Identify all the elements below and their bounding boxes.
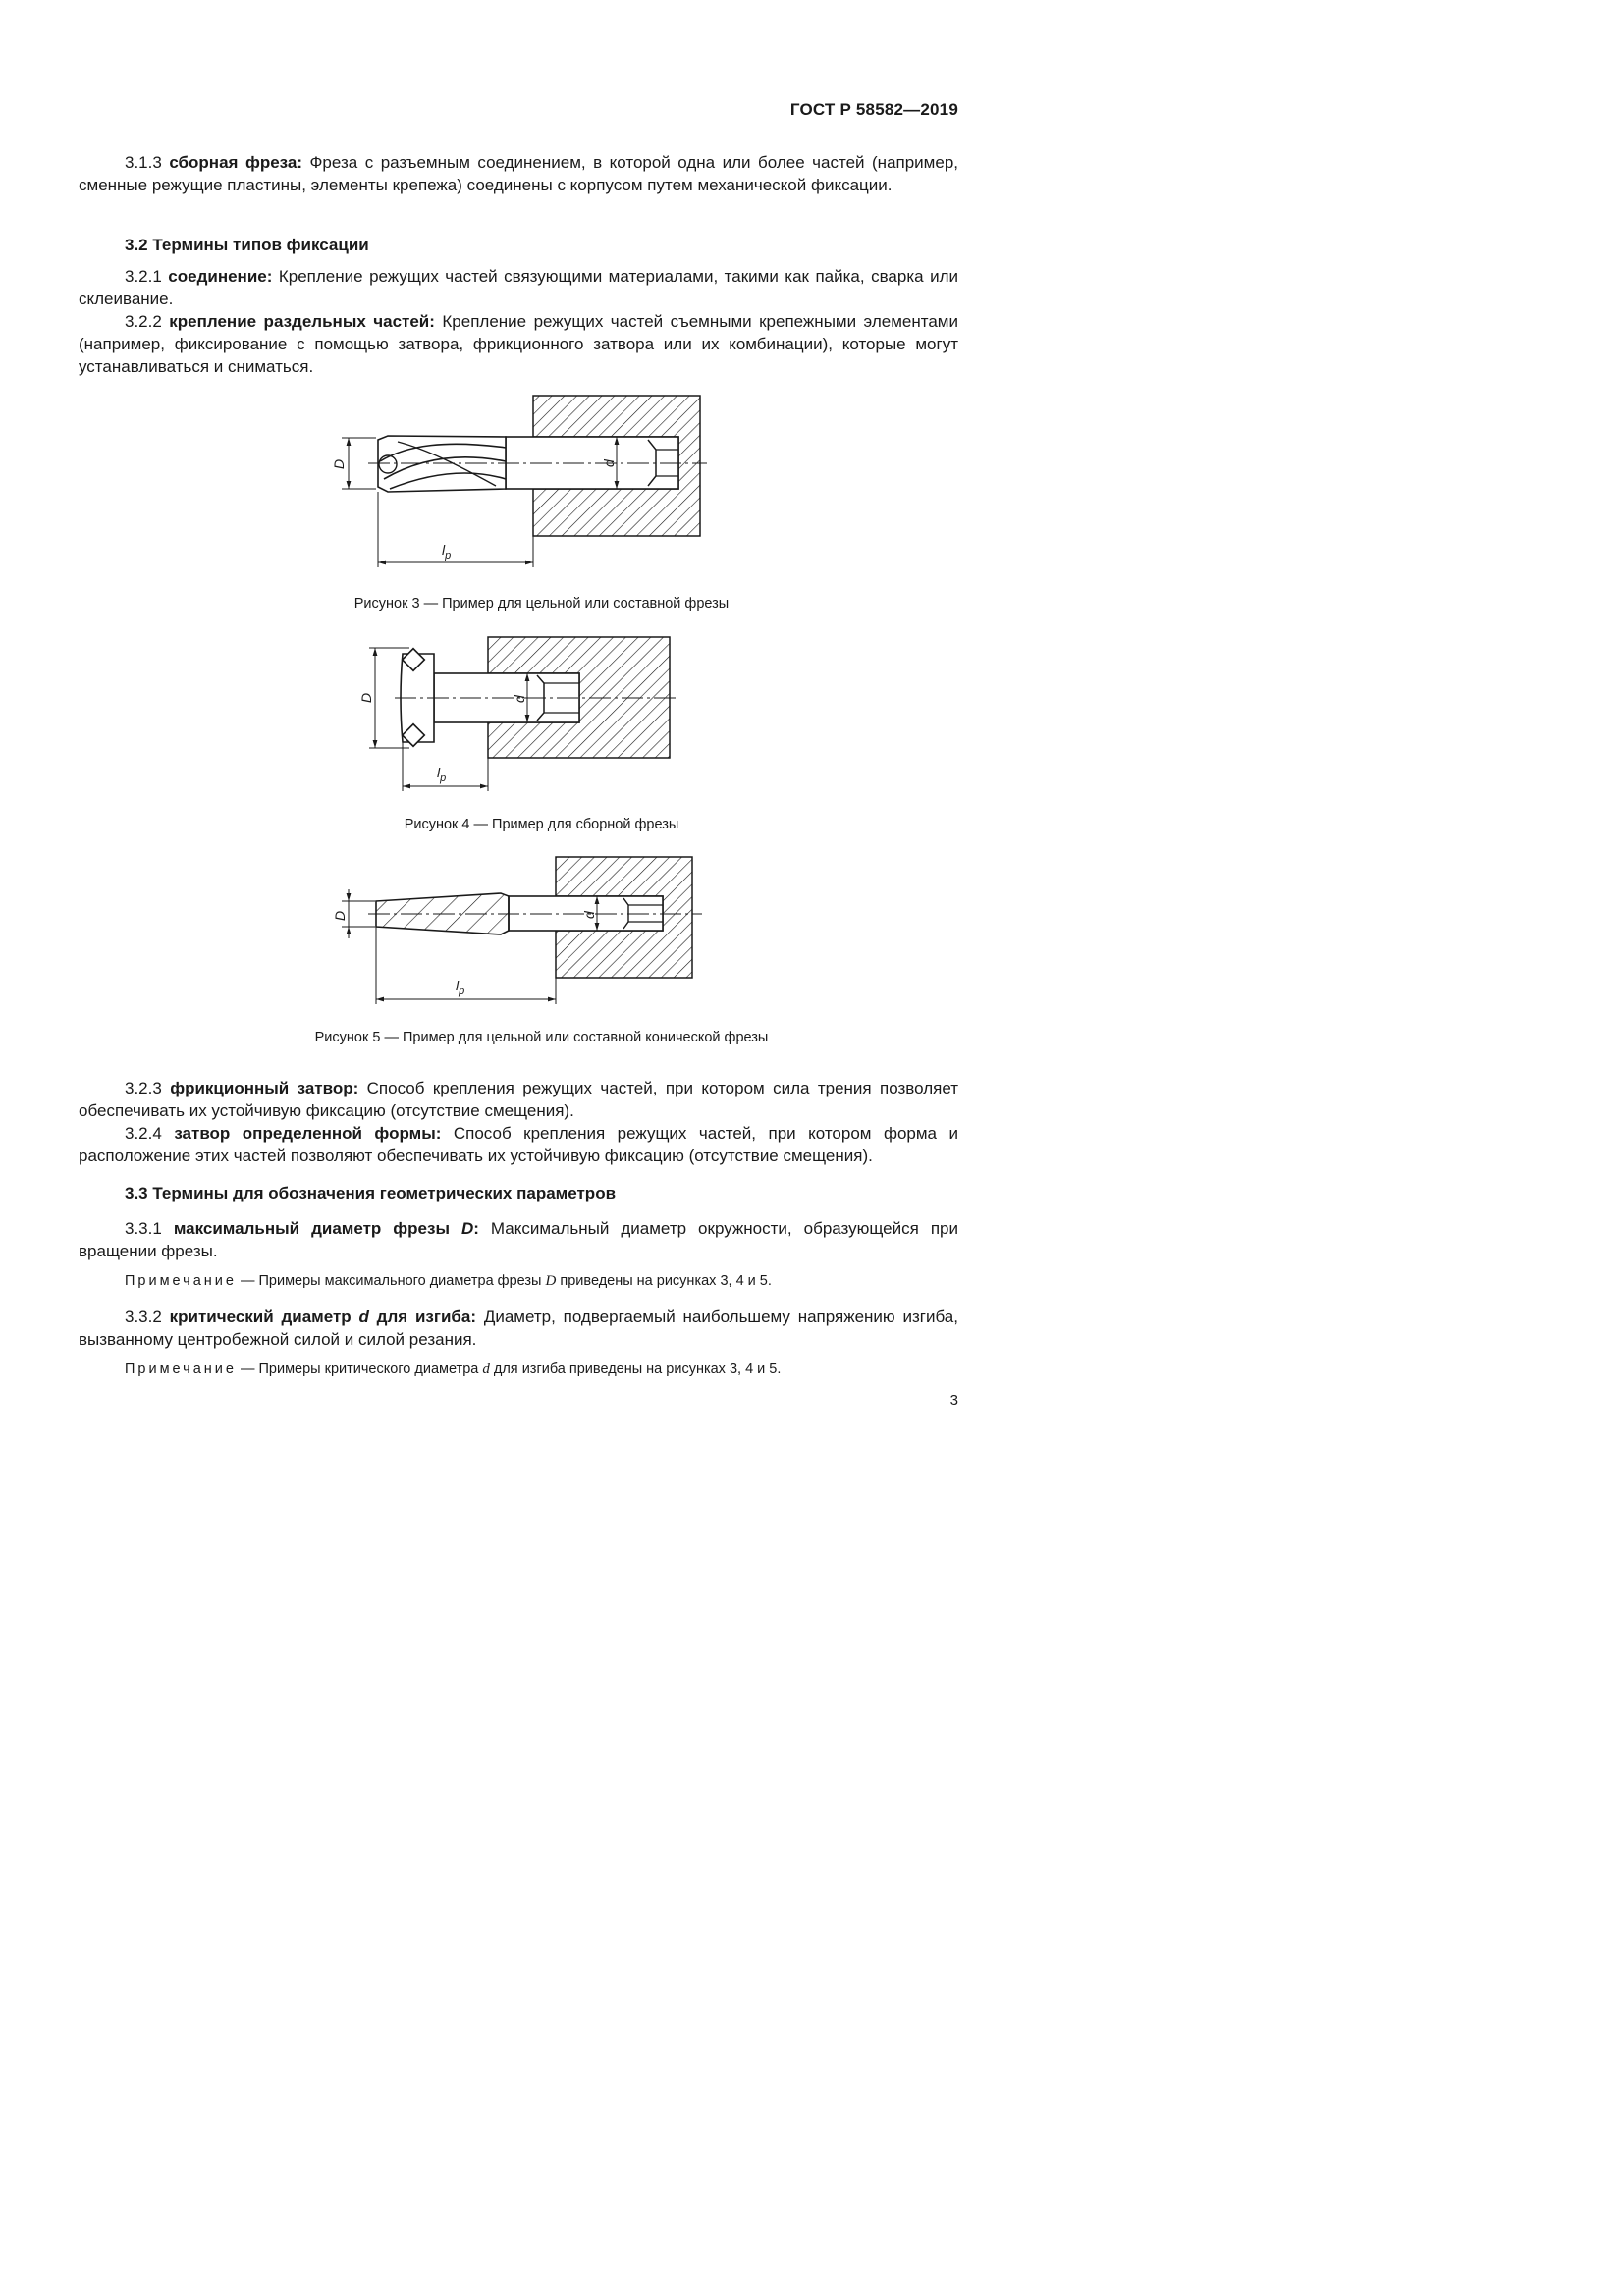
clause-number: 3.3.1 xyxy=(125,1219,162,1238)
page-number: 3 xyxy=(949,1392,958,1409)
paragraph-3-2-2 xyxy=(79,310,958,378)
definition: Способ крепления режущих частей, при котором сила трения позволяет обеспечивать их устойчивую фиксацию (отсутствие смещения). xyxy=(79,1079,959,1120)
term: крепление раздельных частей: xyxy=(169,312,435,331)
label-D: D xyxy=(331,458,347,469)
term: сборная фреза: xyxy=(169,153,303,172)
clause-number: 3.2.1 xyxy=(125,267,162,286)
paragraph-3-1-3 xyxy=(79,151,958,196)
label-lp: $l_p$ xyxy=(456,978,465,997)
paragraph-3-2-4 xyxy=(79,1122,958,1167)
note-1: Примечание — Примеры максимального диаметра фрезы D приведены на рисунках 3, 4 и 5. xyxy=(125,1273,772,1289)
term: максимальный диаметр фрезы D: xyxy=(173,1219,479,1238)
paragraph-3-3-1 xyxy=(79,1217,958,1262)
paragraph-3-2-1 xyxy=(79,265,958,310)
figure-3-drawing xyxy=(319,391,712,572)
definition: Способ крепления режущих частей, при котором форма и расположение этих частей позволяют обеспечивать их устойчивую фиксацию (отсутствие смещения). xyxy=(79,1124,958,1165)
figure-4-drawing xyxy=(355,632,689,794)
term: фрикционный затвор: xyxy=(170,1079,359,1097)
paragraph-3-3-2 xyxy=(79,1306,958,1351)
definition: Крепление режущих частей съемными крепежными элементами (например, фиксирование с помощью затвора, фрикционного затвора или их комбинации), которые могут устанавливаться и сниматься. xyxy=(79,312,958,376)
label-D: D xyxy=(332,910,348,921)
document-page xyxy=(0,0,1083,1530)
clause-number: 3.2.2 xyxy=(125,312,162,331)
term: затвор определенной формы: xyxy=(174,1124,442,1143)
definition: Диаметр, подвергаемый наибольшему напряжению изгиба, вызванному центробежной силой и силой резания. xyxy=(79,1308,958,1349)
clause-number: 3.2.3 xyxy=(125,1079,162,1097)
definition: Фреза с разъемным соединением, в которой одна или более частей (например, сменные режущие пластины, элементы крепежа) соединены с корпусом путем механической фиксации. xyxy=(79,153,958,194)
clause-number: 3.2.4 xyxy=(125,1124,162,1143)
paragraph-3-2-3 xyxy=(79,1077,958,1122)
term: критический диаметр d для изгиба: xyxy=(169,1308,477,1326)
note-label: Примечание xyxy=(125,1273,237,1289)
label-d: d xyxy=(601,459,617,467)
clause-number: 3.3.2 xyxy=(125,1308,162,1326)
definition: Крепление режущих частей связующими материалами, такими как пайка, сварка или склеивание. xyxy=(79,267,958,308)
term: соединение: xyxy=(168,267,273,286)
clause-number: 3.1.3 xyxy=(125,153,162,172)
figure-3-caption: Рисунок 3 — Пример для цельной или составной фрезы xyxy=(353,596,730,612)
label-lp: $l_p$ xyxy=(442,542,452,561)
label-d: d xyxy=(512,695,527,703)
note-label: Примечание xyxy=(125,1362,237,1377)
label-lp: $l_p$ xyxy=(437,765,447,784)
figure-5-caption: Рисунок 5 — Пример для цельной или составной конической фрезы xyxy=(314,1030,769,1045)
figure-5-drawing xyxy=(324,852,707,1007)
figure-4-caption: Рисунок 4 — Пример для сборной фрезы xyxy=(404,817,679,832)
section-heading-3-2: 3.2 Термины типов фиксации xyxy=(125,236,369,254)
definition: Максимальный диаметр окружности, образующейся при вращении фрезы. xyxy=(79,1219,958,1260)
document-id: ГОСТ Р 58582—2019 xyxy=(789,100,958,119)
note-2: Примечание — Примеры критического диаметра d для изгиба приведены на рисунках 3, 4 и 5. xyxy=(125,1362,782,1377)
label-D: D xyxy=(358,692,374,703)
label-d: d xyxy=(581,911,597,919)
section-heading-3-3: 3.3 Термины для обозначения геометрических параметров xyxy=(125,1184,617,1202)
